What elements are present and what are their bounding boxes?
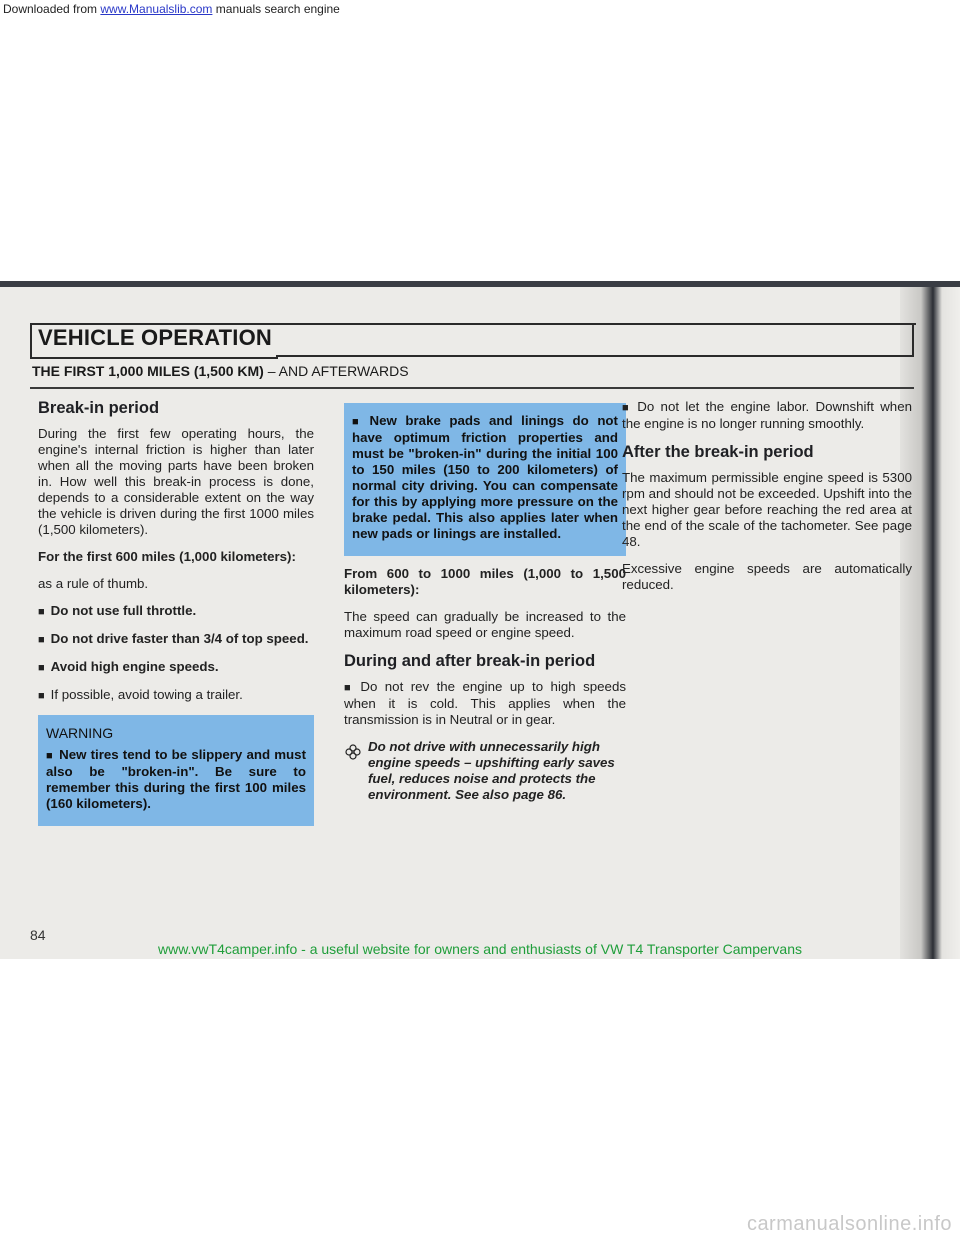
- rule-of-thumb: as a rule of thumb.: [38, 576, 149, 591]
- bullet-high-engine-speeds: ■ Avoid high engine speeds.: [38, 659, 314, 676]
- manualslib-link[interactable]: www.Manualslib.com: [100, 2, 213, 16]
- environment-note: [344, 739, 626, 803]
- environment-text: Do not drive with unnecessarily high engine speeds – upshifting early saves fuel, reduces noise and protects the environment. See also page 86.: [368, 739, 615, 802]
- bullet-full-throttle: ■ Do not use full throttle.: [38, 603, 314, 620]
- footer-website-link[interactable]: www.vwT4camper.info - a useful website for owners and enthusiasts of VW T4 Transporter Campervans: [157, 941, 803, 957]
- engine-labor-bullet: ■ Do not let the engine labor. Downshift when the engine is no longer running smoothly.: [622, 399, 912, 432]
- brake-note-box: [344, 403, 626, 556]
- column-right: [622, 399, 912, 604]
- warning-box: [38, 715, 314, 826]
- warning-title: WARNING: [46, 725, 114, 741]
- watermark: carmanualsonline.info: [746, 1213, 952, 1235]
- section-title: VEHICLE OPERATION: [38, 325, 273, 350]
- manual-page: [0, 287, 960, 959]
- first600-heading: For the first 600 miles (1,000 kilometers):: [38, 549, 296, 564]
- bullet-top-speed: ■ Do not drive faster than 3/4 of top speed.: [38, 631, 314, 648]
- break-in-heading: Break-in period: [38, 399, 160, 417]
- warning-text: ■ New tires tend to be slippery and must also be "broken-in". Be sure to remember this during the first 100 miles (160 kilometers).: [46, 747, 306, 812]
- title-rule-bottom: [276, 355, 912, 357]
- excessive-speeds-text: Excessive engine speeds are automatically reduced.: [622, 561, 912, 592]
- max-engine-speed-text: The maximum permissible engine speed is 5300 rpm and should not be exceeded. Upshift into the next higher gear before reaching the red area at the end of the scale of the tachometer. See page 48.: [622, 470, 912, 549]
- cold-engine-bullet: ■ Do not rev the engine up to high speeds when it is cold. This applies when the transmission is in Neutral or in gear.: [344, 679, 626, 728]
- top-margin: [0, 0, 960, 283]
- page-subtitle: THE FIRST 1,000 MILES (1,500 KM) – AND AFTERWARDS: [32, 363, 409, 379]
- page-number: 84: [30, 927, 46, 943]
- after-break-in-heading: After the break-in period: [622, 443, 814, 461]
- title-rule-top: [276, 323, 916, 325]
- bullet-towing: ■ If possible, avoid towing a trailer.: [38, 687, 314, 704]
- from600-heading: From 600 to 1000 miles (1,000 to 1,500 kilometers):: [344, 566, 626, 597]
- from600-text: The speed can gradually be increased to the maximum road speed or engine speed.: [344, 609, 626, 640]
- break-in-intro: During the first few operating hours, the engine's internal friction is higher than later when all the moving parts have been broken in. How well this break-in process is done, depends to a considerable extent on the way the vehicle is driven during the first 1000 miles (1,500 kilometers).: [38, 426, 314, 537]
- flower-icon: [344, 743, 362, 761]
- during-after-heading: During and after break-in period: [344, 652, 596, 670]
- bottom-margin: [0, 959, 960, 1242]
- subtitle-rule: [30, 387, 914, 389]
- title-rule-end: [912, 323, 914, 357]
- column-middle: [344, 403, 626, 803]
- brake-note-text: ■ New brake pads and linings do not have optimum friction properties and must be "broken-in" during the initial 100 to 150 miles (150 to 200 kilometers) of normal city driving. You can compensate for this by applying more pressure on the brake pedal. This also applies later when new pads or linings are installed.: [352, 413, 618, 542]
- column-left: [38, 399, 314, 826]
- download-header: Downloaded from www.Manualslib.com manuals search engine: [3, 2, 340, 16]
